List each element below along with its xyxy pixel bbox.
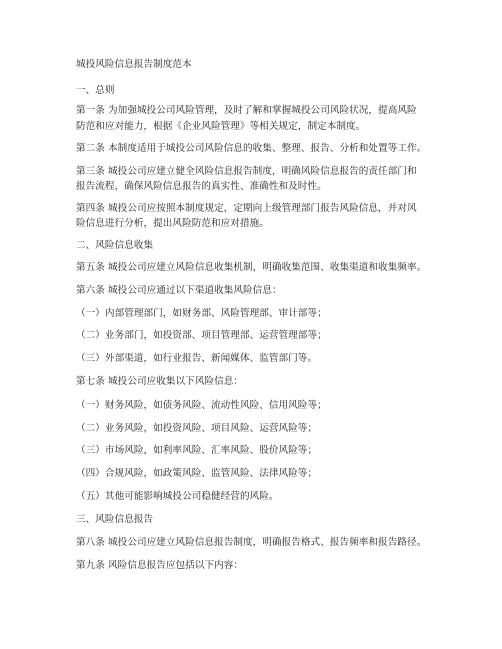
article-5: 第五条 城投公司应建立风险信息收集机制，明确收集范围、收集渠道和收集频率。 xyxy=(76,262,427,273)
article-7: 第七条 城投公司应收集以下风险信息： xyxy=(76,376,244,387)
article-6-item-2: （二）业务部门，如投资部、项目管理部、运营管理部等； xyxy=(76,330,327,341)
article-6: 第六条 城投公司应通过以下渠道收集风险信息： xyxy=(76,285,282,296)
article-7-item-4: （四）合规风险，如政策风险、监管风险、法律风险等； xyxy=(76,468,318,479)
article-8: 第八条 城投公司应建立风险信息报告制度，明确报告格式、报告频率和报告路径。 xyxy=(76,537,427,548)
section-heading-reporting: 三、风险信息报告 xyxy=(76,514,154,525)
article-1-line-1: 第一条 为加强城投公司风险管理，及时了解和掌握城投公司风险状况，提高风险 xyxy=(76,105,417,116)
article-6-item-1: （一）内部管理部门，如财务部、风险管理部、审计部等； xyxy=(76,308,327,319)
document-title: 城投风险信息报告制度范本 xyxy=(76,59,192,70)
article-7-item-1: （一）财务风险，如债务风险、流动性风险、信用风险等； xyxy=(76,400,327,411)
article-3-line-2: 报告流程，确保风险信息报告的真实性、准确性和及时性。 xyxy=(76,181,327,192)
section-heading-collection: 二、风险信息收集 xyxy=(76,240,154,251)
article-7-item-3: （三）市场风险，如利率风险、汇率风险、股价风险等； xyxy=(76,445,318,456)
article-2: 第二条 本制度适用于城投公司风险信息的收集、整理、报告、分析和处置等工作。 xyxy=(76,143,427,154)
article-1-line-2: 防范和应对能力，根据《企业风险管理》等相关规定，制定本制度。 xyxy=(76,121,366,132)
article-3-line-1: 第三条 城投公司应建立健全风险信息报告制度，明确风险信息报告的责任部门和 xyxy=(76,166,417,177)
article-7-item-5: （五）其他可能影响城投公司稳健经营的风险。 xyxy=(76,491,279,502)
article-4-line-1: 第四条 城投公司应按照本制度规定，定期向上级管理部门报告风险信息，并对风 xyxy=(76,203,417,214)
article-7-item-2: （二）业务风险，如投资风险、项目风险、运营风险等； xyxy=(76,423,318,434)
article-6-item-3: （三）外部渠道，如行业报告、新闻媒体、监管部门等。 xyxy=(76,353,318,364)
article-9: 第九条 风险信息报告应包括以下内容： xyxy=(76,560,244,571)
article-4-line-2: 险信息进行分析，提出风险防范和应对措施。 xyxy=(76,218,269,229)
section-heading-general: 一、总则 xyxy=(76,85,115,96)
